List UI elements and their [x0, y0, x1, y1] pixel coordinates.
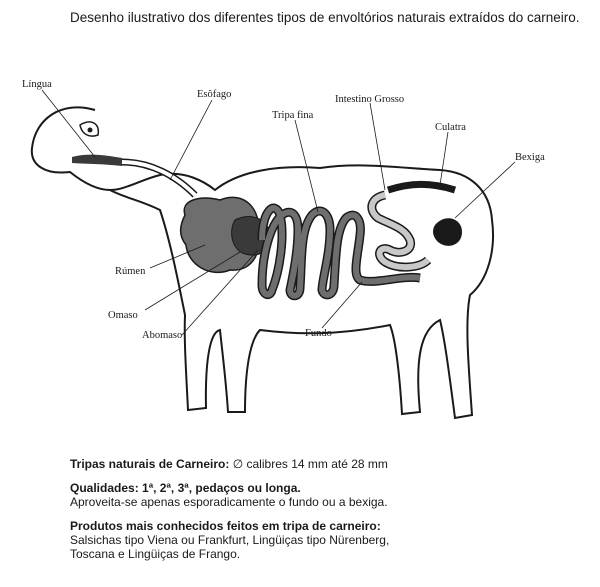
label-lingua: Língua — [22, 79, 52, 90]
culatra-organ — [388, 184, 455, 190]
sheep-eye — [88, 128, 93, 133]
notes — [70, 457, 590, 571]
leader-culatra — [440, 132, 448, 185]
tongue-organ — [72, 155, 122, 166]
note-calibres: Tripas naturais de Carneiro: ∅ calibres 14 mm até 28 mm — [70, 457, 388, 471]
leader-bexiga — [455, 162, 515, 218]
leader-lingua — [42, 90, 95, 157]
label-tripa-fina: Tripa fina — [272, 110, 314, 121]
leader-tripa-fina — [295, 120, 318, 212]
sheep-diagram — [0, 40, 600, 440]
label-intestino-grosso: Intestino Grosso — [335, 94, 405, 105]
label-omaso: Omaso — [108, 310, 138, 321]
leader-intestino-grosso — [370, 103, 385, 190]
label-culatra: Culatra — [435, 122, 466, 133]
leader-esofago — [170, 100, 212, 180]
label-esofago: Esôfago — [197, 89, 232, 100]
caption: Desenho ilustrativo dos diferentes tipos de envoltórios naturais extraídos do carneiro. — [70, 10, 580, 25]
bladder-organ — [433, 218, 462, 246]
label-rumen: Rúmen — [115, 266, 146, 277]
note-qualidades: Qualidades: 1ª, 2ª, 3ª, pedaços ou longa. Aproveita-se apenas esporadicamente o fundo ou a bexiga. — [70, 481, 388, 509]
label-abomaso: Abomaso — [142, 330, 183, 341]
label-fundo: Fundo — [305, 328, 332, 339]
note-produtos: Produtos mais conhecidos feitos em tripa de carneiro: Salsichas tipo Viena ou Frankfurt, Lingüiças tipo Nürenberg, Toscana e Lingüiças de Frango. — [70, 519, 390, 561]
leader-fundo — [322, 282, 362, 328]
label-bexiga: Bexiga — [515, 152, 545, 163]
esophagus-organ — [122, 162, 195, 195]
